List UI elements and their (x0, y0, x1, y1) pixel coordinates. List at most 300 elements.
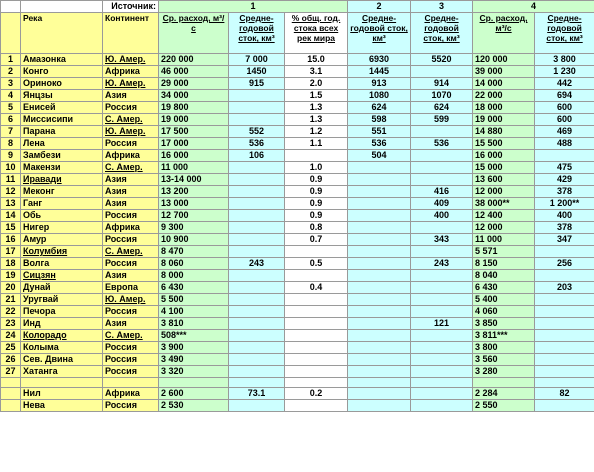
river-name: Нил (21, 388, 103, 400)
row-number: 25 (1, 342, 21, 354)
table-row (1, 174, 594, 186)
flow-s1: 16 000 (159, 150, 229, 162)
pct-s1 (285, 150, 348, 162)
col-s2-runoff-header (348, 13, 411, 54)
table-row (1, 198, 594, 210)
col-s1-pct-header (285, 13, 348, 54)
flow-s4: 12 000 (473, 222, 535, 234)
flow-s1: 17 000 (159, 138, 229, 150)
runoff-s4: 1 230 (535, 66, 594, 78)
table-row (1, 90, 594, 102)
row-number: 5 (1, 102, 21, 114)
runoff-s3: 1070 (411, 90, 473, 102)
continent (103, 162, 159, 174)
river-name: Дунай (21, 282, 103, 294)
flow-s1: 19 000 (159, 114, 229, 126)
runoff-s4: 600 (535, 102, 594, 114)
runoff-s2: 913 (348, 78, 411, 90)
flow-s4: 5 400 (473, 294, 535, 306)
runoff-s4 (535, 400, 594, 412)
col-s3-runoff-header (411, 13, 473, 54)
table-row (1, 102, 594, 114)
continent-text: Ю. Амер. (105, 294, 146, 304)
continent: Россия (103, 342, 159, 354)
continent (103, 246, 159, 258)
row-number: 22 (1, 306, 21, 318)
river-name: Лена (21, 138, 103, 150)
continent: Россия (103, 138, 159, 150)
spacer-cell (229, 378, 285, 388)
river-name: Амур (21, 234, 103, 246)
continent (103, 54, 159, 66)
row-number: 21 (1, 294, 21, 306)
row-number: 1 (1, 54, 21, 66)
flow-s4: 2 284 (473, 388, 535, 400)
flow-s1: 508*** (159, 330, 229, 342)
runoff-s2 (348, 400, 411, 412)
flow-s4: 12 000 (473, 186, 535, 198)
river-name: Амазонка (21, 54, 103, 66)
river-name (21, 330, 103, 342)
continent: Европа (103, 282, 159, 294)
runoff-s1 (229, 234, 285, 246)
table-row (1, 342, 594, 354)
runoff-s3 (411, 162, 473, 174)
runoff-s1: 1450 (229, 66, 285, 78)
flow-s4: 14 000 (473, 78, 535, 90)
spacer-cell (285, 378, 348, 388)
flow-s4: 3 811*** (473, 330, 535, 342)
continent-text: Ю. Амер. (105, 126, 146, 136)
spacer-cell (411, 378, 473, 388)
flow-s1: 3 810 (159, 318, 229, 330)
continent: Африка (103, 222, 159, 234)
continent: Африка (103, 66, 159, 78)
flow-s4: 4 060 (473, 306, 535, 318)
pct-s1: 1.5 (285, 90, 348, 102)
source-2: 2 (348, 1, 411, 13)
runoff-s2 (348, 306, 411, 318)
spacer-cell (103, 378, 159, 388)
runoff-s1: 7 000 (229, 54, 285, 66)
table-row (1, 318, 594, 330)
continent: Азия (103, 174, 159, 186)
runoff-s2 (348, 258, 411, 270)
runoff-s2 (348, 354, 411, 366)
river-name: Инд (21, 318, 103, 330)
row-number: 9 (1, 150, 21, 162)
row-number: 10 (1, 162, 21, 174)
runoff-s1 (229, 342, 285, 354)
runoff-s1 (229, 318, 285, 330)
runoff-s3: 624 (411, 102, 473, 114)
flow-s1: 12 700 (159, 210, 229, 222)
flow-s4: 19 000 (473, 114, 535, 126)
runoff-s1 (229, 222, 285, 234)
flow-s4: 11 000 (473, 234, 535, 246)
runoff-s3 (411, 342, 473, 354)
runoff-s3 (411, 388, 473, 400)
table-row (1, 354, 594, 366)
runoff-s1 (229, 186, 285, 198)
source-1: 1 (159, 1, 348, 13)
river-name (21, 246, 103, 258)
runoff-s4 (535, 330, 594, 342)
col-s1-flow-header (159, 13, 229, 54)
runoff-s1 (229, 198, 285, 210)
row-number: 23 (1, 318, 21, 330)
runoff-s1 (229, 306, 285, 318)
runoff-s2 (348, 388, 411, 400)
runoff-s3 (411, 306, 473, 318)
runoff-s2: 536 (348, 138, 411, 150)
col-s4-runoff-header (535, 13, 594, 54)
table-row (1, 330, 594, 342)
row-number: 4 (1, 90, 21, 102)
runoff-s4 (535, 354, 594, 366)
runoff-s4 (535, 306, 594, 318)
flow-s1: 10 900 (159, 234, 229, 246)
runoff-s4: 442 (535, 78, 594, 90)
river-name: Ганг (21, 198, 103, 210)
runoff-s4: 256 (535, 258, 594, 270)
flow-s1: 13 200 (159, 186, 229, 198)
runoff-s2 (348, 234, 411, 246)
runoff-s2: 624 (348, 102, 411, 114)
runoff-s1: 243 (229, 258, 285, 270)
runoff-s4: 82 (535, 388, 594, 400)
runoff-s3 (411, 222, 473, 234)
runoff-s2 (348, 246, 411, 258)
col-s2-runoff-text: Средне-годовой сток, км³ (350, 13, 408, 43)
continent: Россия (103, 102, 159, 114)
col-s1-flow-text: Ср. расход, м³/с (162, 13, 225, 33)
pct-s1 (285, 318, 348, 330)
flow-s1: 3 900 (159, 342, 229, 354)
river-name-text: Иравади (23, 174, 62, 184)
col-s1-pct-text: % общ. год. стока всех рек мира (291, 13, 341, 43)
col-continent-header: Континент (103, 13, 159, 54)
runoff-s3: 599 (411, 114, 473, 126)
runoff-s4: 475 (535, 162, 594, 174)
runoff-s2 (348, 162, 411, 174)
continent: Россия (103, 354, 159, 366)
continent-text: Ю. Амер. (105, 78, 146, 88)
runoff-s2 (348, 222, 411, 234)
source-label: Источник: (103, 1, 159, 13)
flow-s1: 8 000 (159, 270, 229, 282)
runoff-s2 (348, 366, 411, 378)
pct-s1: 0.2 (285, 388, 348, 400)
runoff-s4 (535, 342, 594, 354)
row-number: 13 (1, 198, 21, 210)
row-number: 3 (1, 78, 21, 90)
row-number: 7 (1, 126, 21, 138)
col-number-header (1, 13, 21, 54)
spacer-cell (1, 378, 21, 388)
runoff-s2 (348, 174, 411, 186)
continent (103, 330, 159, 342)
continent: Россия (103, 306, 159, 318)
pct-s1 (285, 270, 348, 282)
flow-s1: 5 500 (159, 294, 229, 306)
runoff-s4: 347 (535, 234, 594, 246)
river-name (21, 174, 103, 186)
continent-text: С. Амер. (105, 246, 143, 256)
flow-s4: 3 560 (473, 354, 535, 366)
flow-s1: 34 000 (159, 90, 229, 102)
flow-s1: 17 500 (159, 126, 229, 138)
runoff-s3: 409 (411, 198, 473, 210)
pct-s1: 0.9 (285, 174, 348, 186)
flow-s4: 39 000 (473, 66, 535, 78)
flow-s4: 8 040 (473, 270, 535, 282)
pct-s1 (285, 354, 348, 366)
flow-s1: 2 530 (159, 400, 229, 412)
runoff-s1: 552 (229, 126, 285, 138)
runoff-s2 (348, 270, 411, 282)
river-name: Колыма (21, 342, 103, 354)
continent: Азия (103, 90, 159, 102)
flow-s4: 3 850 (473, 318, 535, 330)
flow-s1: 6 430 (159, 282, 229, 294)
runoff-s4: 694 (535, 90, 594, 102)
flow-s4: 2 550 (473, 400, 535, 412)
river-name-text: Колорадо (23, 330, 67, 340)
runoff-s2 (348, 294, 411, 306)
flow-s4: 18 000 (473, 102, 535, 114)
river-name: Нигер (21, 222, 103, 234)
row-number: 15 (1, 222, 21, 234)
flow-s4: 15 500 (473, 138, 535, 150)
river-name: Меконг (21, 186, 103, 198)
runoff-s4 (535, 294, 594, 306)
runoff-s3 (411, 330, 473, 342)
pct-s1: 0.9 (285, 186, 348, 198)
runoff-s1 (229, 210, 285, 222)
runoff-s3 (411, 354, 473, 366)
runoff-s2: 551 (348, 126, 411, 138)
continent-text: С. Амер. (105, 330, 143, 340)
runoff-s3: 914 (411, 78, 473, 90)
continent: Азия (103, 186, 159, 198)
continent: Россия (103, 234, 159, 246)
row-number: 18 (1, 258, 21, 270)
river-name: Сев. Двина (21, 354, 103, 366)
river-name: Миссисипи (21, 114, 103, 126)
row-number: 6 (1, 114, 21, 126)
continent: Азия (103, 198, 159, 210)
runoff-s2: 598 (348, 114, 411, 126)
runoff-s1 (229, 330, 285, 342)
table-row (1, 138, 594, 150)
row-number: 17 (1, 246, 21, 258)
table-row (1, 186, 594, 198)
flow-s1: 46 000 (159, 66, 229, 78)
continent: Россия (103, 210, 159, 222)
runoff-s3: 243 (411, 258, 473, 270)
runoff-s2 (348, 330, 411, 342)
continent: Азия (103, 318, 159, 330)
runoff-s1 (229, 282, 285, 294)
continent: Африка (103, 150, 159, 162)
runoff-s4: 600 (535, 114, 594, 126)
pct-s1: 1.2 (285, 126, 348, 138)
river-name: Хатанга (21, 366, 103, 378)
river-name: Ориноко (21, 78, 103, 90)
continent: Россия (103, 258, 159, 270)
pct-s1: 2.0 (285, 78, 348, 90)
table-row (1, 294, 594, 306)
col-s4-flow-header (473, 13, 535, 54)
flow-s1: 11 000 (159, 162, 229, 174)
river-name-text: Колумбия (23, 246, 68, 256)
continent-text: С. Амер. (105, 114, 143, 124)
pct-s1: 15.0 (285, 54, 348, 66)
corner-cell (1, 1, 21, 13)
pct-s1: 1.1 (285, 138, 348, 150)
runoff-s1 (229, 90, 285, 102)
runoff-s4: 3 800 (535, 54, 594, 66)
pct-s1: 0.9 (285, 198, 348, 210)
flow-s4: 22 000 (473, 90, 535, 102)
runoff-s4 (535, 318, 594, 330)
runoff-s3: 536 (411, 138, 473, 150)
pct-s1 (285, 294, 348, 306)
runoff-s3 (411, 126, 473, 138)
runoff-s4 (535, 246, 594, 258)
runoff-s1 (229, 400, 285, 412)
pct-s1 (285, 330, 348, 342)
continent: Африка (103, 388, 159, 400)
pct-s1: 0.8 (285, 222, 348, 234)
continent (103, 114, 159, 126)
table-row (1, 114, 594, 126)
runoff-s1 (229, 354, 285, 366)
runoff-s3 (411, 400, 473, 412)
pct-s1 (285, 246, 348, 258)
runoff-s3 (411, 174, 473, 186)
pct-s1 (285, 400, 348, 412)
runoff-s3 (411, 270, 473, 282)
runoff-s1 (229, 102, 285, 114)
runoff-s4: 203 (535, 282, 594, 294)
flow-s1: 2 600 (159, 388, 229, 400)
river-name: Обь (21, 210, 103, 222)
flow-s1: 29 000 (159, 78, 229, 90)
river-name: Замбези (21, 150, 103, 162)
runoff-s1: 73.1 (229, 388, 285, 400)
runoff-s1 (229, 246, 285, 258)
table-row (1, 270, 594, 282)
row-number: 20 (1, 282, 21, 294)
continent-text: С. Амер. (105, 162, 143, 172)
river-name: Конго (21, 66, 103, 78)
corner-cell (21, 1, 103, 13)
runoff-s4: 488 (535, 138, 594, 150)
table-row (1, 222, 594, 234)
flow-s4: 3 280 (473, 366, 535, 378)
pct-s1: 0.4 (285, 282, 348, 294)
table-row (1, 366, 594, 378)
table-row (1, 150, 594, 162)
source-3: 3 (411, 1, 473, 13)
pct-s1 (285, 306, 348, 318)
continent: Россия (103, 400, 159, 412)
runoff-s2: 504 (348, 150, 411, 162)
continent (103, 78, 159, 90)
flow-s4: 15 000 (473, 162, 535, 174)
river-name (21, 270, 103, 282)
runoff-s1 (229, 294, 285, 306)
table-row (1, 306, 594, 318)
continent (103, 294, 159, 306)
row-number (1, 388, 21, 400)
col-river-header: Река (21, 13, 103, 54)
flow-s4: 6 430 (473, 282, 535, 294)
flow-s4: 3 800 (473, 342, 535, 354)
pct-s1: 1.0 (285, 162, 348, 174)
flow-s4: 120 000 (473, 54, 535, 66)
flow-s1: 3 320 (159, 366, 229, 378)
continent (103, 126, 159, 138)
table-row (1, 210, 594, 222)
runoff-s1: 536 (229, 138, 285, 150)
runoff-s2 (348, 186, 411, 198)
runoff-s4: 378 (535, 222, 594, 234)
col-s1-runoff-header (229, 13, 285, 54)
runoff-s3: 5520 (411, 54, 473, 66)
table-row (1, 258, 594, 270)
runoff-s4 (535, 366, 594, 378)
row-number: 26 (1, 354, 21, 366)
table-row (1, 126, 594, 138)
river-name: Уругвай (21, 294, 103, 306)
runoff-s3 (411, 246, 473, 258)
continent: Россия (103, 366, 159, 378)
runoff-s4 (535, 150, 594, 162)
runoff-s2: 6930 (348, 54, 411, 66)
runoff-s3 (411, 150, 473, 162)
row-number: 27 (1, 366, 21, 378)
row-number: 24 (1, 330, 21, 342)
spacer-cell (348, 378, 411, 388)
runoff-s1: 915 (229, 78, 285, 90)
col-s4-flow-text: Ср. расход, м³/с (479, 13, 528, 33)
column-header-row (1, 13, 594, 54)
runoff-s4 (535, 270, 594, 282)
table-row (1, 66, 594, 78)
flow-s4: 8 150 (473, 258, 535, 270)
runoff-s1 (229, 174, 285, 186)
runoff-s4: 378 (535, 186, 594, 198)
river-name: Печора (21, 306, 103, 318)
source-row (1, 1, 594, 13)
runoff-s3: 343 (411, 234, 473, 246)
river-name: Нева (21, 400, 103, 412)
pct-s1 (285, 366, 348, 378)
spacer-cell (159, 378, 229, 388)
table-row (1, 162, 594, 174)
col-s1-runoff-text: Средне-годовой сток, км³ (238, 13, 275, 43)
pct-s1: 0.5 (285, 258, 348, 270)
runoff-s4: 469 (535, 126, 594, 138)
pct-s1: 1.3 (285, 114, 348, 126)
runoff-s4: 1 200** (535, 198, 594, 210)
spacer-cell (535, 378, 594, 388)
row-number: 16 (1, 234, 21, 246)
runoff-s2 (348, 342, 411, 354)
